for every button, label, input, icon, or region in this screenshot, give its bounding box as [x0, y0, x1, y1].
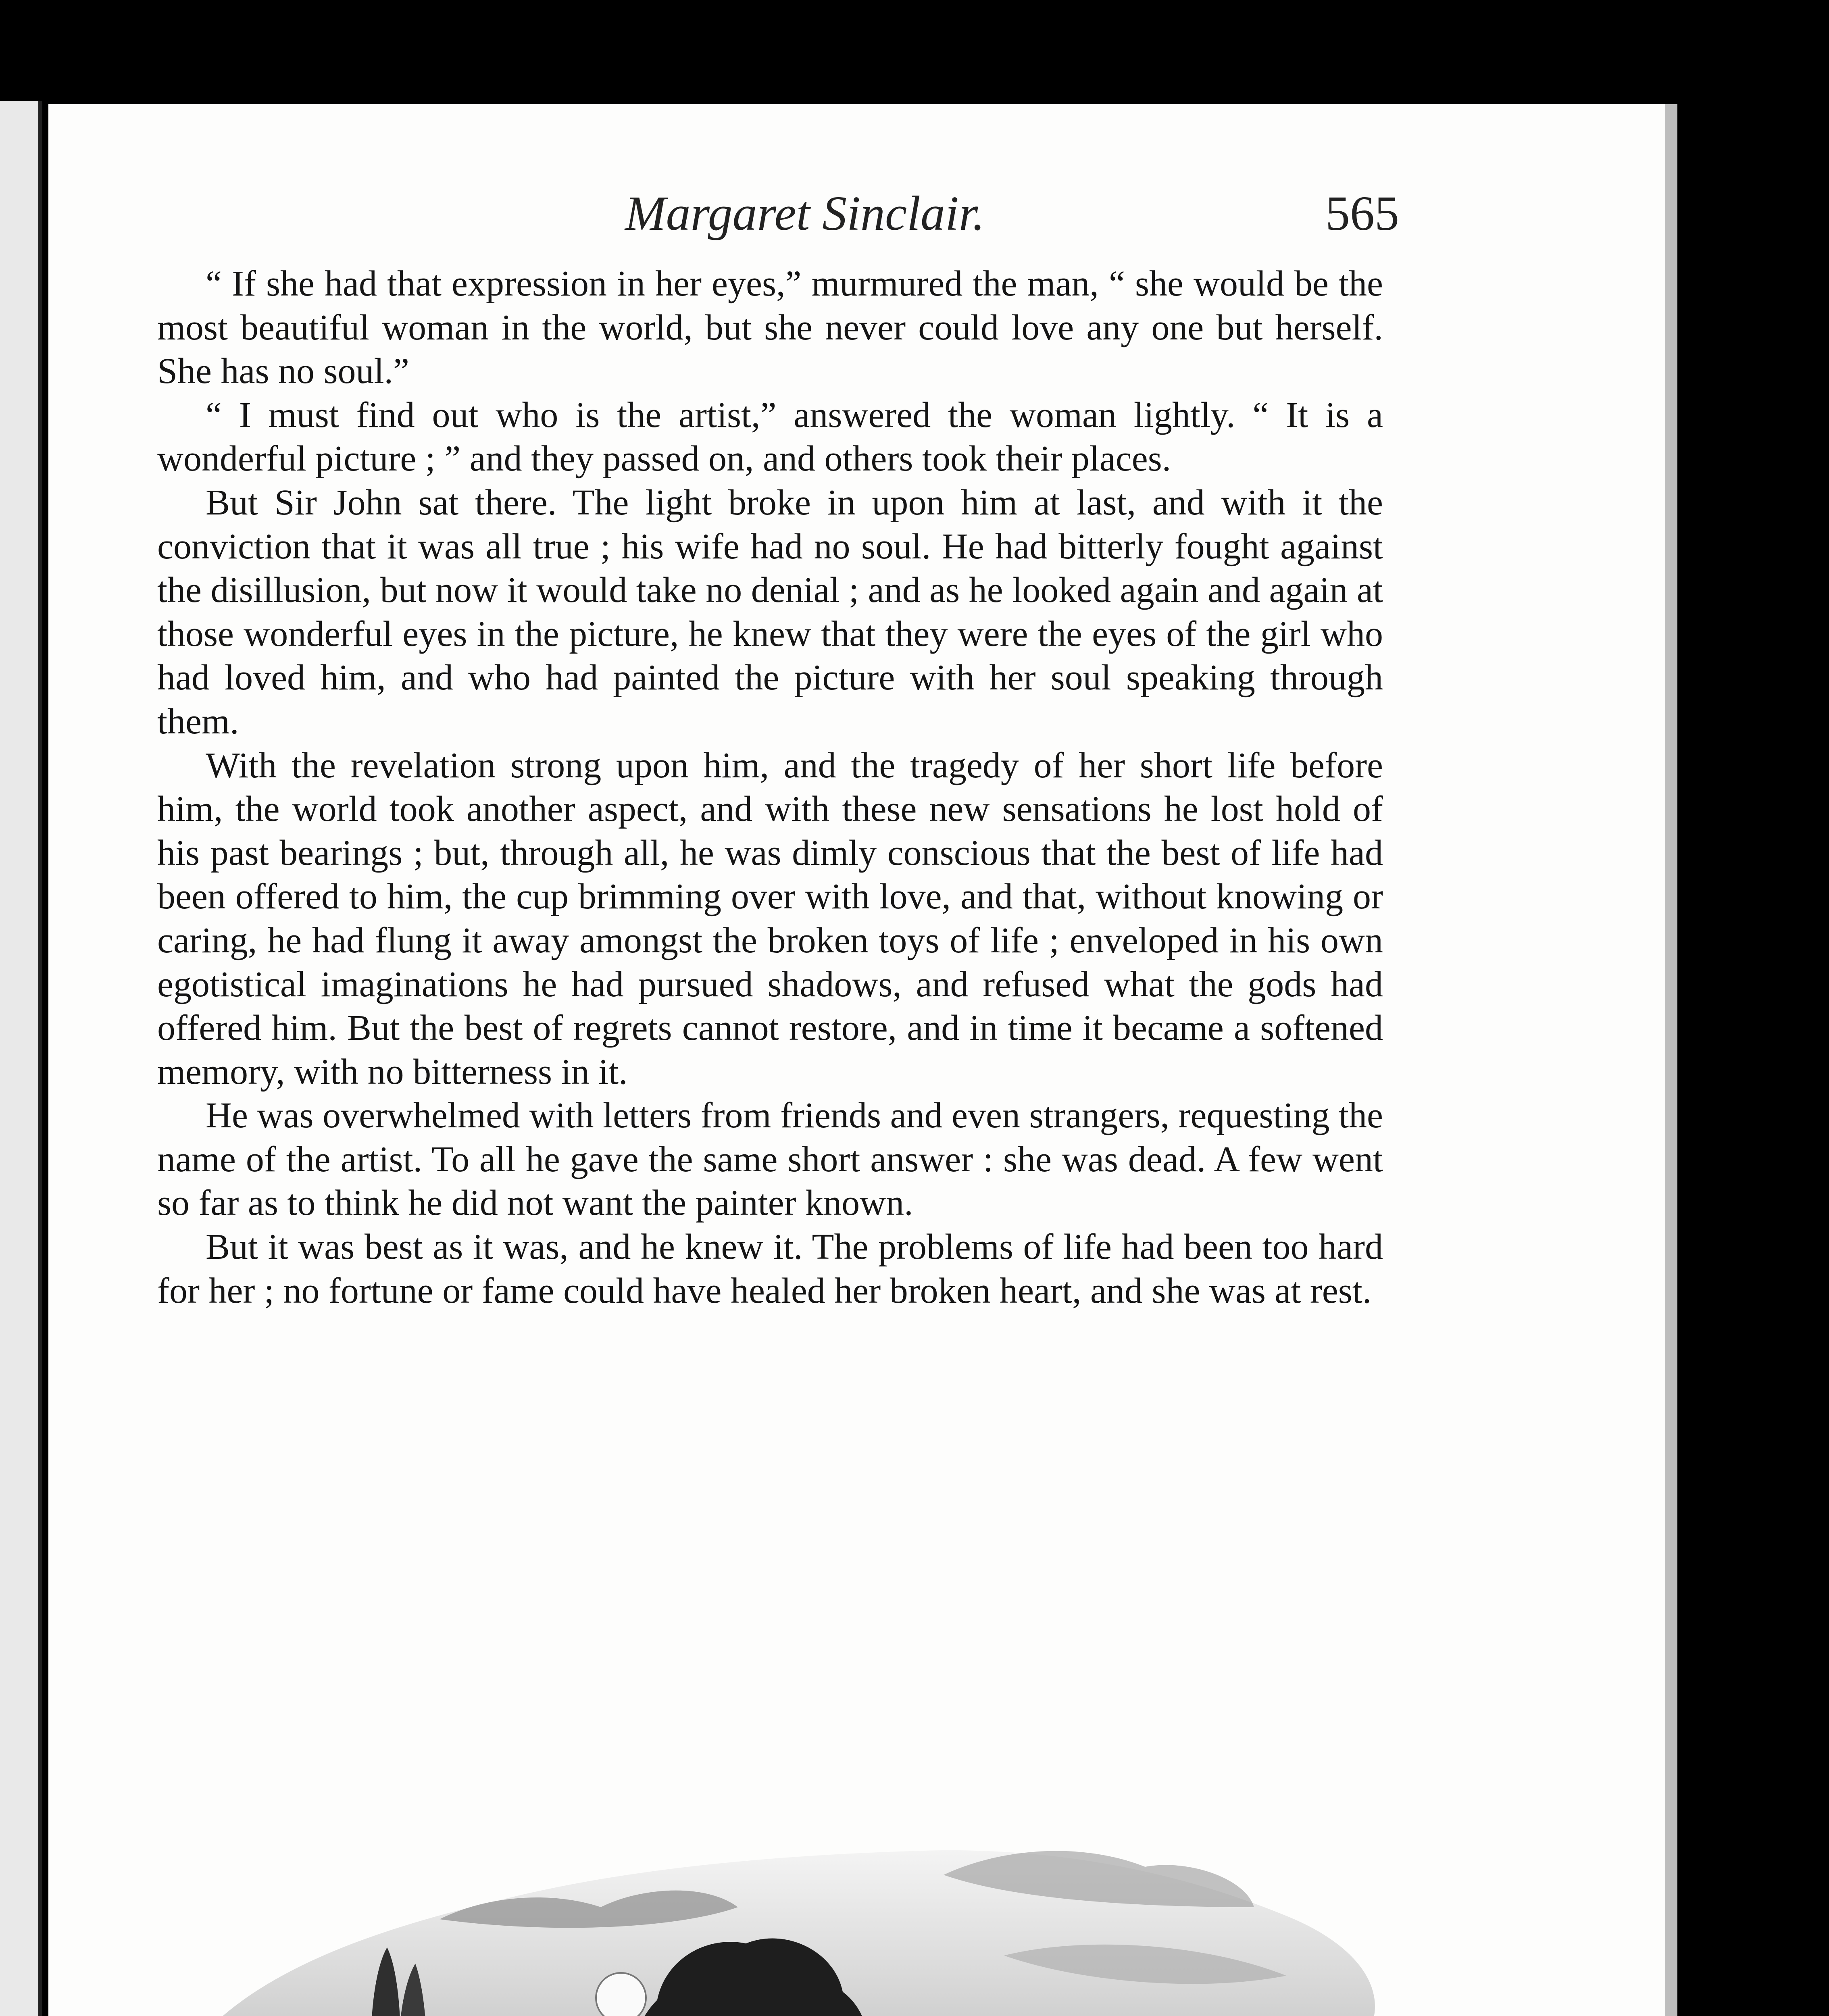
paragraph: “ If she had that expression in her eyes,” murmured the man, “ she would be the most beautiful woman in the world, but she never could love any one but herself. She has no soul.”	[157, 264, 1383, 392]
paragraph: He was overwhelmed with letters from friends and even strangers, requesting the name of the artist. To all he gave the same short answer : she was dead. A few went so far as to think he did not want the painter known.	[157, 1095, 1383, 1223]
page-fore-edge	[1665, 104, 1677, 2016]
paragraph: “ I must find out who is the artist,” answered the woman lightly. “ It is a wonderful picture ; ” and they passed on, and others took their places.	[157, 395, 1383, 479]
paragraph: But it was best as it was, and he knew it. The problems of life had been too hard for her ; no fortune or fame could have healed her broken heart, and she was at rest.	[157, 1227, 1383, 1311]
paragraph: With the revelation strong upon him, and the tragedy of her short life before him, the world took another aspect, and with these new sensations he lost hold of his past bearings ; but, through all, he was dimly conscious that the best of life had been offered to him, the cup brimming over with love, and that, without knowing or caring, he had flung it away amongst the broken toys of life ; enveloped in his own egotistical imaginations he had pursued shadows, and refused what the gods had offered him. But the best of regrets cannot restore, and in time it became a softened memory, with no bitterness in it.	[157, 745, 1383, 1092]
page-header	[157, 185, 1399, 246]
running-title: Margaret Sinclair.	[625, 186, 985, 241]
paragraph: But Sir John sat there. The light broke in upon him at last, and with it the conviction that it was all true ; his wife had no soul. He had bitterly fought against the disillusion, but now it would take no denial ; and as he looked again and again at those wonderful eyes in the picture, he knew that they were the eyes of the girl who had loved him, and who had painted the picture with her soul speaking through them.	[157, 482, 1383, 741]
body-text	[157, 262, 1383, 1313]
page-number: 565	[1325, 186, 1399, 241]
previous-page-edge	[0, 101, 42, 2016]
landscape-vignette-illustration	[157, 1774, 1403, 2016]
